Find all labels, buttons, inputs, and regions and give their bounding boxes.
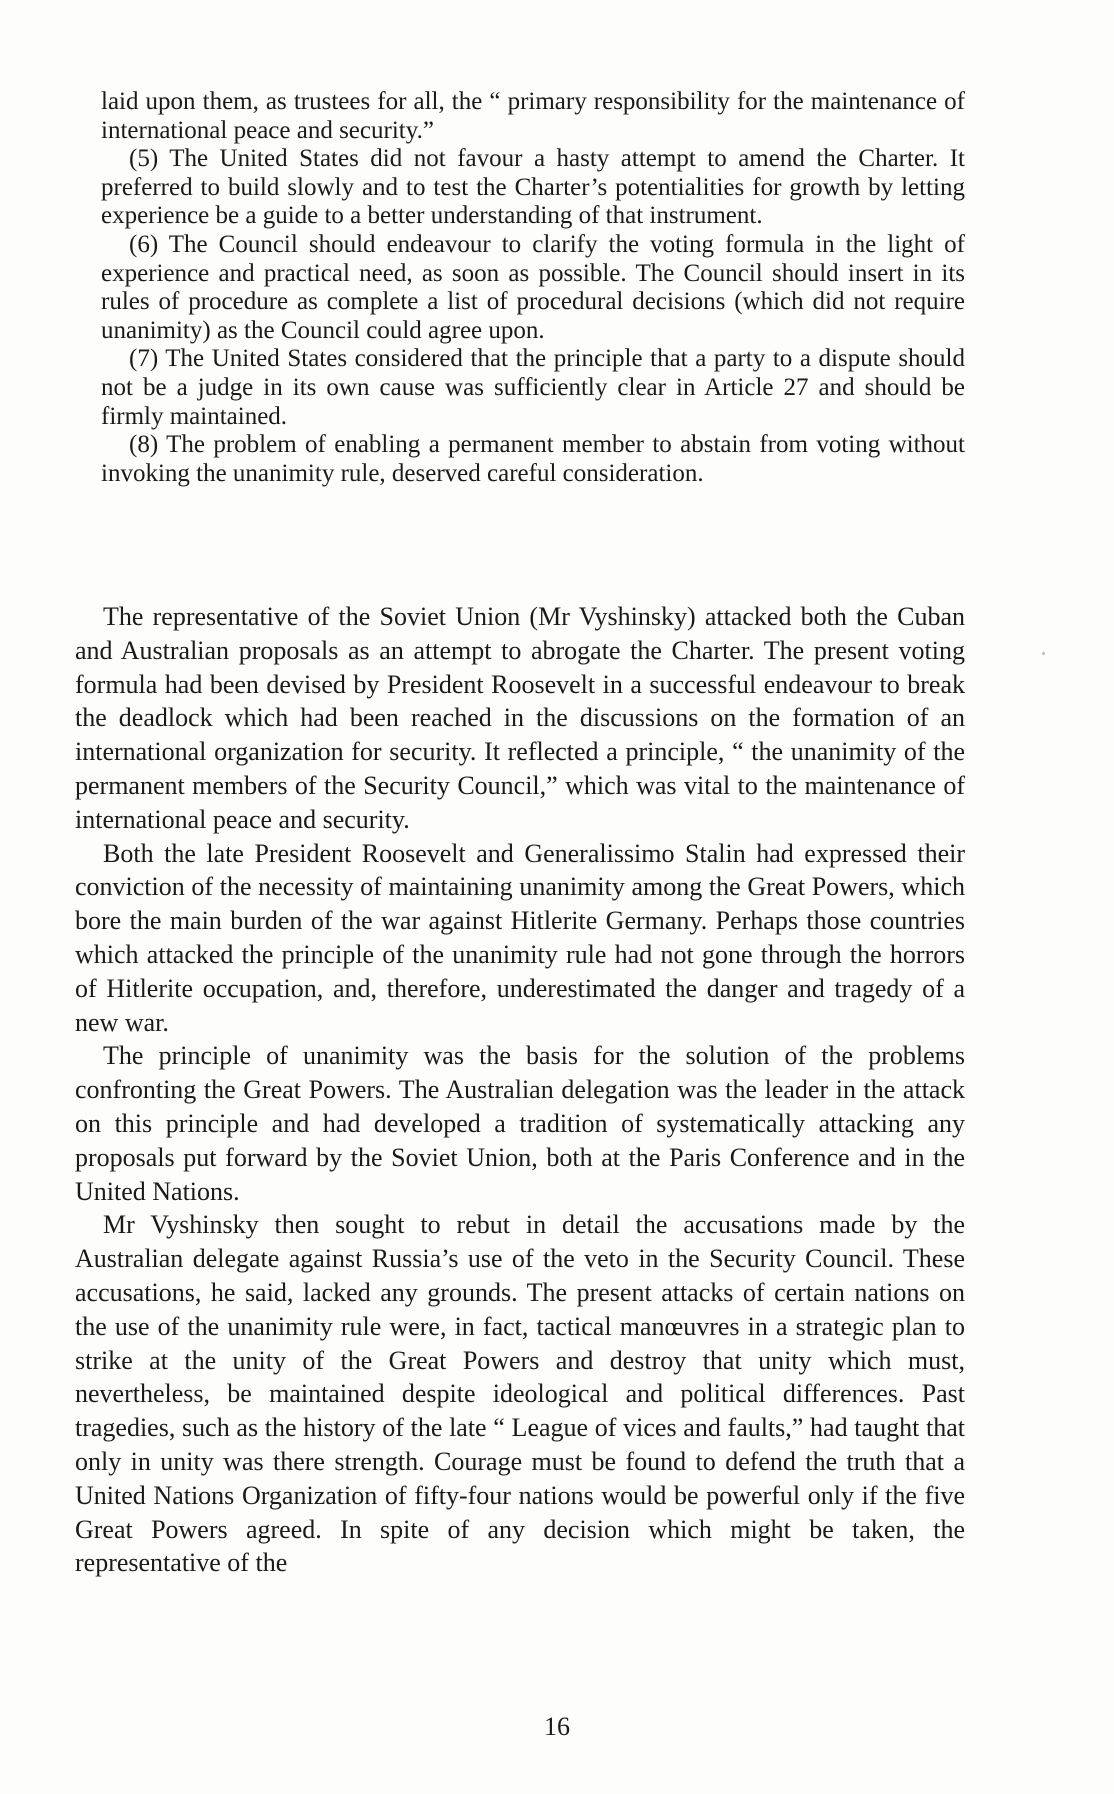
list-item: (5) The United States did not favour a hasty attempt to amend the Charter. It preferred to build slowly and to test the Charter’s potentialities for growth by letting experience be a guide to a better understanding of that instrument. [101, 145, 965, 230]
paragraph: The representative of the Soviet Union (Mr Vyshinsky) attacked both the Cuban and Australian proposals as an attempt to abrogate the Charter. The present voting formula had been devised by President Roosevelt in a successful endeavour to break the deadlock which had been reached in the discussions on the formation of an international organization for security. It reflected a principle, “ the unanimity of the permanent members of the Security Council,” which was vital to the maintenance of international peace and security. [75, 602, 965, 834]
list-item: (8) The problem of enabling a permanent member to abstain from voting without invoking the unanimity rule, deserved careful consideration. [101, 431, 965, 487]
paragraph: Mr Vyshinsky then sought to rebut in detail the accusations made by the Australian delegate against Russia’s use of the veto in the Security Council. These accusations, he said, lacked any grounds. The present attacks of certain nations on the use of the unanimity rule were, in fact, tactical manœuvres in a strategic plan to strike at the unity of the Great Powers and destroy that unity which must, nevertheless, be maintained despite ideological and political differences. Past tragedies, such as the history of the late “ League of vices and faults,” had taught that only in unity was there strength. Courage must be found to defend the truth that a United Nations Organization of fifty-four nations would be powerful only if the five Great Powers agreed. In spite of any decision which might be taken, the representative of the [75, 1210, 965, 1578]
body-text [75, 600, 965, 1580]
paragraph: Both the late President Roosevelt and Generalissimo Stalin had expressed their conviction of the necessity of maintaining unanimity among the Great Powers, which bore the main burden of the war against Hitlerite Germany. Perhaps those countries which attacked the principle of the unanimity rule had not gone through the horrors of Hitlerite occupation, and, therefore, underestimated the danger and tragedy of a new war. [75, 838, 965, 1037]
list-item: (6) The Council should endeavour to clarify the voting formula in the light of experience and practical need, as soon as possible. The Council should insert in its rules of procedure as complete a list of procedural decisions (which did not require unanimity) as the Council could agree upon. [101, 230, 965, 344]
list-item: laid upon them, as trustees for all, the “ primary responsibility for the maintenance of international peace and security.” [101, 88, 965, 144]
page-number: 16 [544, 1712, 570, 1741]
numbered-list [101, 88, 965, 488]
scan-speck [1042, 652, 1045, 655]
paragraph: The principle of unanimity was the basis for the solution of the problems confronting the Great Powers. The Australian delegation was the leader in the attack on this principle and had developed a tradition of systematically attacking any proposals put forward by the Soviet Union, both at the Paris Conference and in the United Nations. [75, 1041, 965, 1206]
list-item: (7) The United States considered that the principle that a party to a dispute should not be a judge in its own cause was sufficiently clear in Article 27 and should be firmly maintained. [101, 345, 965, 430]
